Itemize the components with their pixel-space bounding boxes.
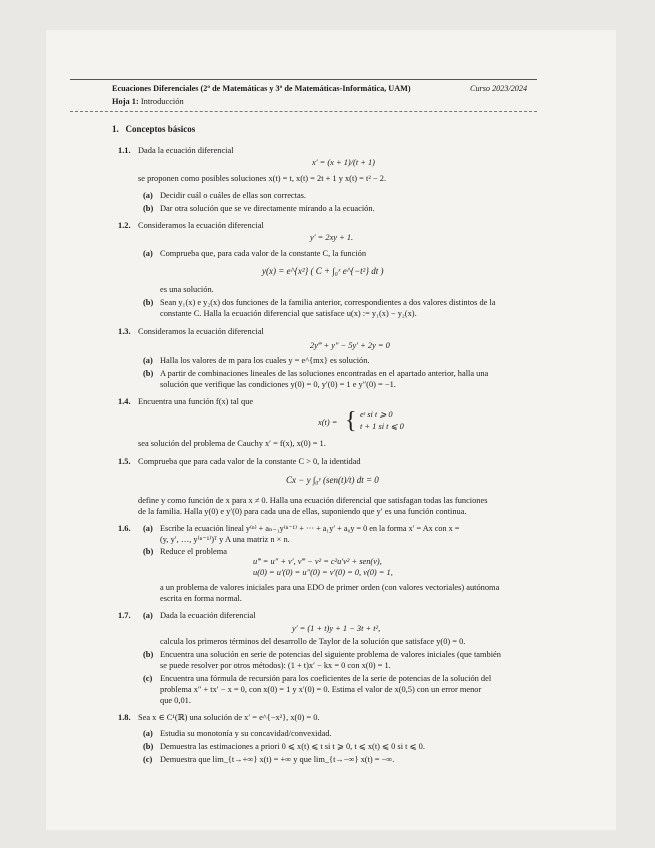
item-label: (b) [143, 204, 154, 213]
course-year: Curso 2023/2024 [470, 84, 528, 93]
course-title: Ecuaciones Diferenciales (2º de Matemáticas y 3º de Matemáticas-Informática, UAM) [112, 84, 411, 93]
item-text: Encuentra una fórmula de recursión para los coeficientes de la serie de potencias de la solución del [160, 674, 492, 683]
item-label: (b) [143, 369, 154, 378]
problem-text: de la familia. Halla y(0) e y′(0) para cada una de ellas, suponiendo que y′ es una función continua. [138, 507, 467, 516]
item-label: (a) [143, 524, 153, 533]
item-label: (b) [143, 742, 154, 751]
problem-text: define y como función de x para x ≠ 0. Halla una ecuación diferencial que satisfagan todas las funciones [138, 496, 488, 505]
equation-case: eᵗ si t ⩾ 0 [360, 410, 393, 419]
item-label: (c) [143, 674, 153, 683]
problem-intro: Consideramos la ecuación diferencial [138, 221, 264, 230]
item-text: calcula los primeros términos del desarrollo de Taylor de la solución que satisface y(0) = 0. [160, 637, 466, 646]
equation: 2y‴ + y″ − 5y′ + 2y = 0 [310, 341, 390, 350]
problem-number: 1.4. [118, 397, 131, 406]
item-text: es una solución. [160, 285, 214, 294]
item-label: (a) [143, 611, 153, 620]
problem-number: 1.3. [118, 327, 131, 336]
item-text: a un problema de valores iniciales para una EDO de primer orden (con valores vectoriales) autónoma [160, 583, 500, 592]
item-text: solución que verifique las condiciones y(0) = 0, y′(0) = 1 e y″(0) = −1. [160, 380, 396, 389]
problem-number: 1.6. [118, 524, 131, 533]
item-text: se puede resolver por otros métodos): (1 + t)x′ − kx = 0 con x(0) = 1. [160, 661, 391, 670]
item-text: Encuentra una solución en serie de potencias del siguiente problema de valores iniciales (que también [160, 650, 501, 659]
item-text: que 0,01. [160, 696, 191, 705]
item-text: Escribe la ecuación lineal y⁽ⁿ⁾ + aₙ₋₁y⁽ⁿ⁻¹⁾ + ··· + a₁y′ + a₀y = 0 en la forma x′ = Ax con x = [160, 524, 460, 533]
item-text: Halla los valores de m para los cuales y = e^{mx} es solución. [160, 356, 370, 365]
section-heading: 1. Conceptos básicos [112, 124, 196, 134]
equation: x′ = (x + 1)/(t + 1) [312, 158, 375, 167]
item-text: Estudia su monotonía y su concavidad/convexidad. [160, 729, 332, 738]
item-text: Reduce el problema [160, 547, 227, 556]
problem-number: 1.7. [118, 611, 131, 620]
equation-case: t + 1 si t ⩽ 0 [360, 422, 404, 431]
item-text: Dar otra solución que se ve directamente mirando a la ecuación. [160, 204, 375, 213]
item-text: Comprueba que, para cada valor de la constante C, la función [160, 249, 367, 258]
problem-text: sea solución del problema de Cauchy x′ = f(x), x(0) = 1. [138, 439, 326, 448]
equation-lhs: x(t) = [318, 418, 338, 427]
item-text: Dada la ecuación diferencial [160, 611, 256, 620]
problem-number: 1.2. [118, 221, 131, 230]
item-label: (b) [143, 298, 154, 307]
problem-intro: Dada la ecuación diferencial [138, 146, 234, 155]
equation: Cx − y ∫₀ʸ (sen(t)/t) dt = 0 [286, 475, 379, 485]
item-text: escrita en forma normal. [160, 594, 242, 603]
equation: y′ = 2xy + 1. [310, 233, 354, 242]
equation: u‴ = u″ + v′, v‴ − v² = c²u′v² + sen(v), [253, 557, 382, 566]
problem-intro: Encuentra una función f(x) tal que [138, 397, 254, 406]
item-label: (a) [143, 356, 153, 365]
sheet-number: Hoja 1: Introducción [112, 97, 184, 106]
item-text: Demuestra las estimaciones a priori 0 ⩽ x(t) ⩽ t si t ⩾ 0, t ⩽ x(t) ⩽ 0 si t ⩽ 0. [160, 742, 425, 751]
problem-intro: Comprueba que para cada valor de la constante C > 0, la identidad [138, 457, 361, 466]
header-rule-bottom [70, 111, 537, 112]
item-label: (a) [143, 729, 153, 738]
document-page [46, 30, 616, 830]
equation: u(0) = u′(0) = u″(0) = v′(0) = 0, v(0) = 1, [253, 568, 393, 577]
item-text: A partir de combinaciones lineales de las soluciones encontradas en el apartado anterior, halla una [160, 369, 489, 378]
brace-icon: { [345, 408, 357, 434]
item-label: (c) [143, 755, 153, 764]
problem-number: 1.1. [118, 146, 131, 155]
item-text: Decidir cuál o cuáles de ellas son correctas. [160, 191, 307, 200]
item-label: (a) [143, 191, 153, 200]
problem-intro: Sea x ∈ C¹(ℝ) una solución de x′ = e^{−x²}, x(0) = 0. [138, 713, 320, 722]
item-label: (a) [143, 249, 153, 258]
equation: y′ = (1 + t)y + 1 − 3t + t², [292, 624, 381, 633]
header-rule-top [70, 79, 537, 80]
problem-intro: Consideramos la ecuación diferencial [138, 327, 264, 336]
problem-number: 1.5. [118, 457, 131, 466]
item-text: Demuestra que lim_{t→+∞} x(t) = +∞ y que lim_{t→−∞} x(t) = −∞. [160, 755, 395, 764]
problem-number: 1.8. [118, 713, 131, 722]
item-label: (b) [143, 650, 154, 659]
equation: y(x) = e^{x²} ( C + ∫₀ˣ e^{−t²} dt ) [262, 266, 384, 276]
item-label: (b) [143, 547, 154, 556]
item-text: Sean y₁(x) e y₂(x) dos funciones de la familia anterior, correspondientes a dos valores distintos de la [160, 298, 496, 307]
item-text: (y, y′, …, y⁽ⁿ⁻¹⁾)ᵀ y A una matriz n × n. [160, 535, 290, 544]
item-text: problema x″ + tx′ − x = 0, con x(0) = 1 y x′(0) = 0. Estima el valor de x(0,5) con un error menor [160, 685, 482, 694]
item-text: constante C. Halla la ecuación diferencial que satisface u(x) := y₁(x) − y₂(x). [160, 309, 417, 318]
problem-text: se proponen como posibles soluciones x(t) = t, x(t) = 2t + 1 y x(t) = t² − 2. [138, 174, 387, 183]
